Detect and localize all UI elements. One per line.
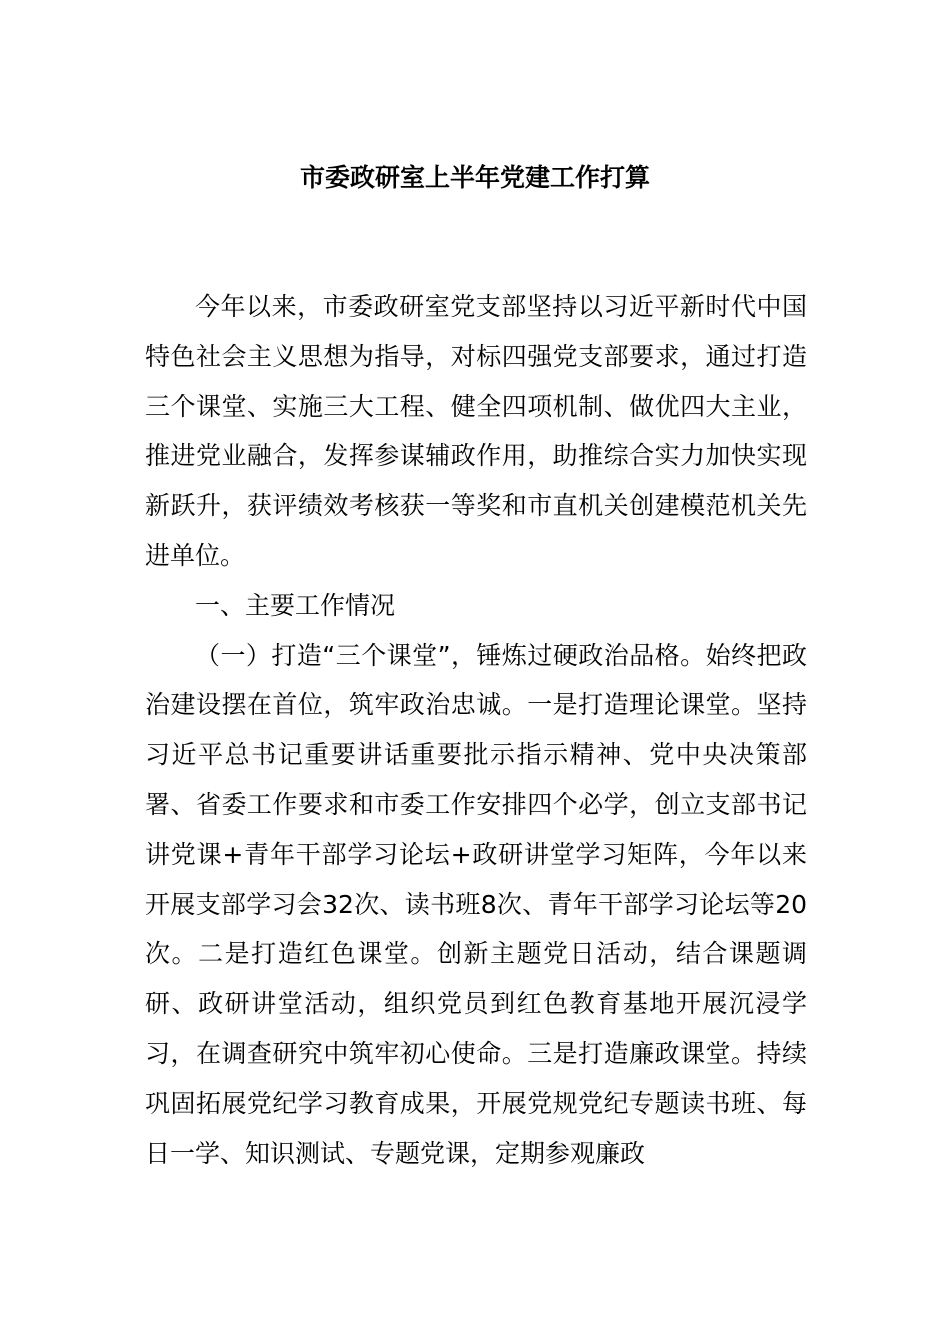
section-heading: 一、主要工作情况 xyxy=(195,590,396,620)
intro-paragraph: 今年以来，市委政研室党支部坚持以习近平新时代中国特色社会主义思想为指导，对标四强党支部要求，通过打造三个课堂、实施三大工程、健全四项机制、做优四大主业，推进党业融合，发挥参谋辅政作用，助推综合实力加快实现新跃升，获评绩效考核获一等奖和市直机关创建模范机关先进单位。 xyxy=(145,292,807,570)
document-body xyxy=(145,282,807,1178)
section-paragraph: （一）打造“三个课堂”，锤炼过硬政治品格。始终把政治建设摆在首位，筑牢政治忠诚。一是打造理论课堂。坚持习近平总书记重要讲话重要批示指示精神、党中央决策部署、省委工作要求和市委工作安排四个必学，创立支部书记讲党课+青年干部学习论坛+政研讲堂学习矩阵，今年以来开展支部学习会32次、读书班8次、青年干部学习论坛等20次。二是打造红色课堂。创新主题党日活动，结合课题调研、政研讲堂活动，组织党员到红色教育基地开展沉浸学习，在调查研究中筑牢初心使命。三是打造廉政课堂。持续巩固拓展党纪学习教育成果，开展党规党纪专题读书班、每日一学、知识测试、专题党课，定期参观廉政 xyxy=(145,640,807,1168)
document-title: 市委政研室上半年党建工作打算 xyxy=(299,163,650,192)
